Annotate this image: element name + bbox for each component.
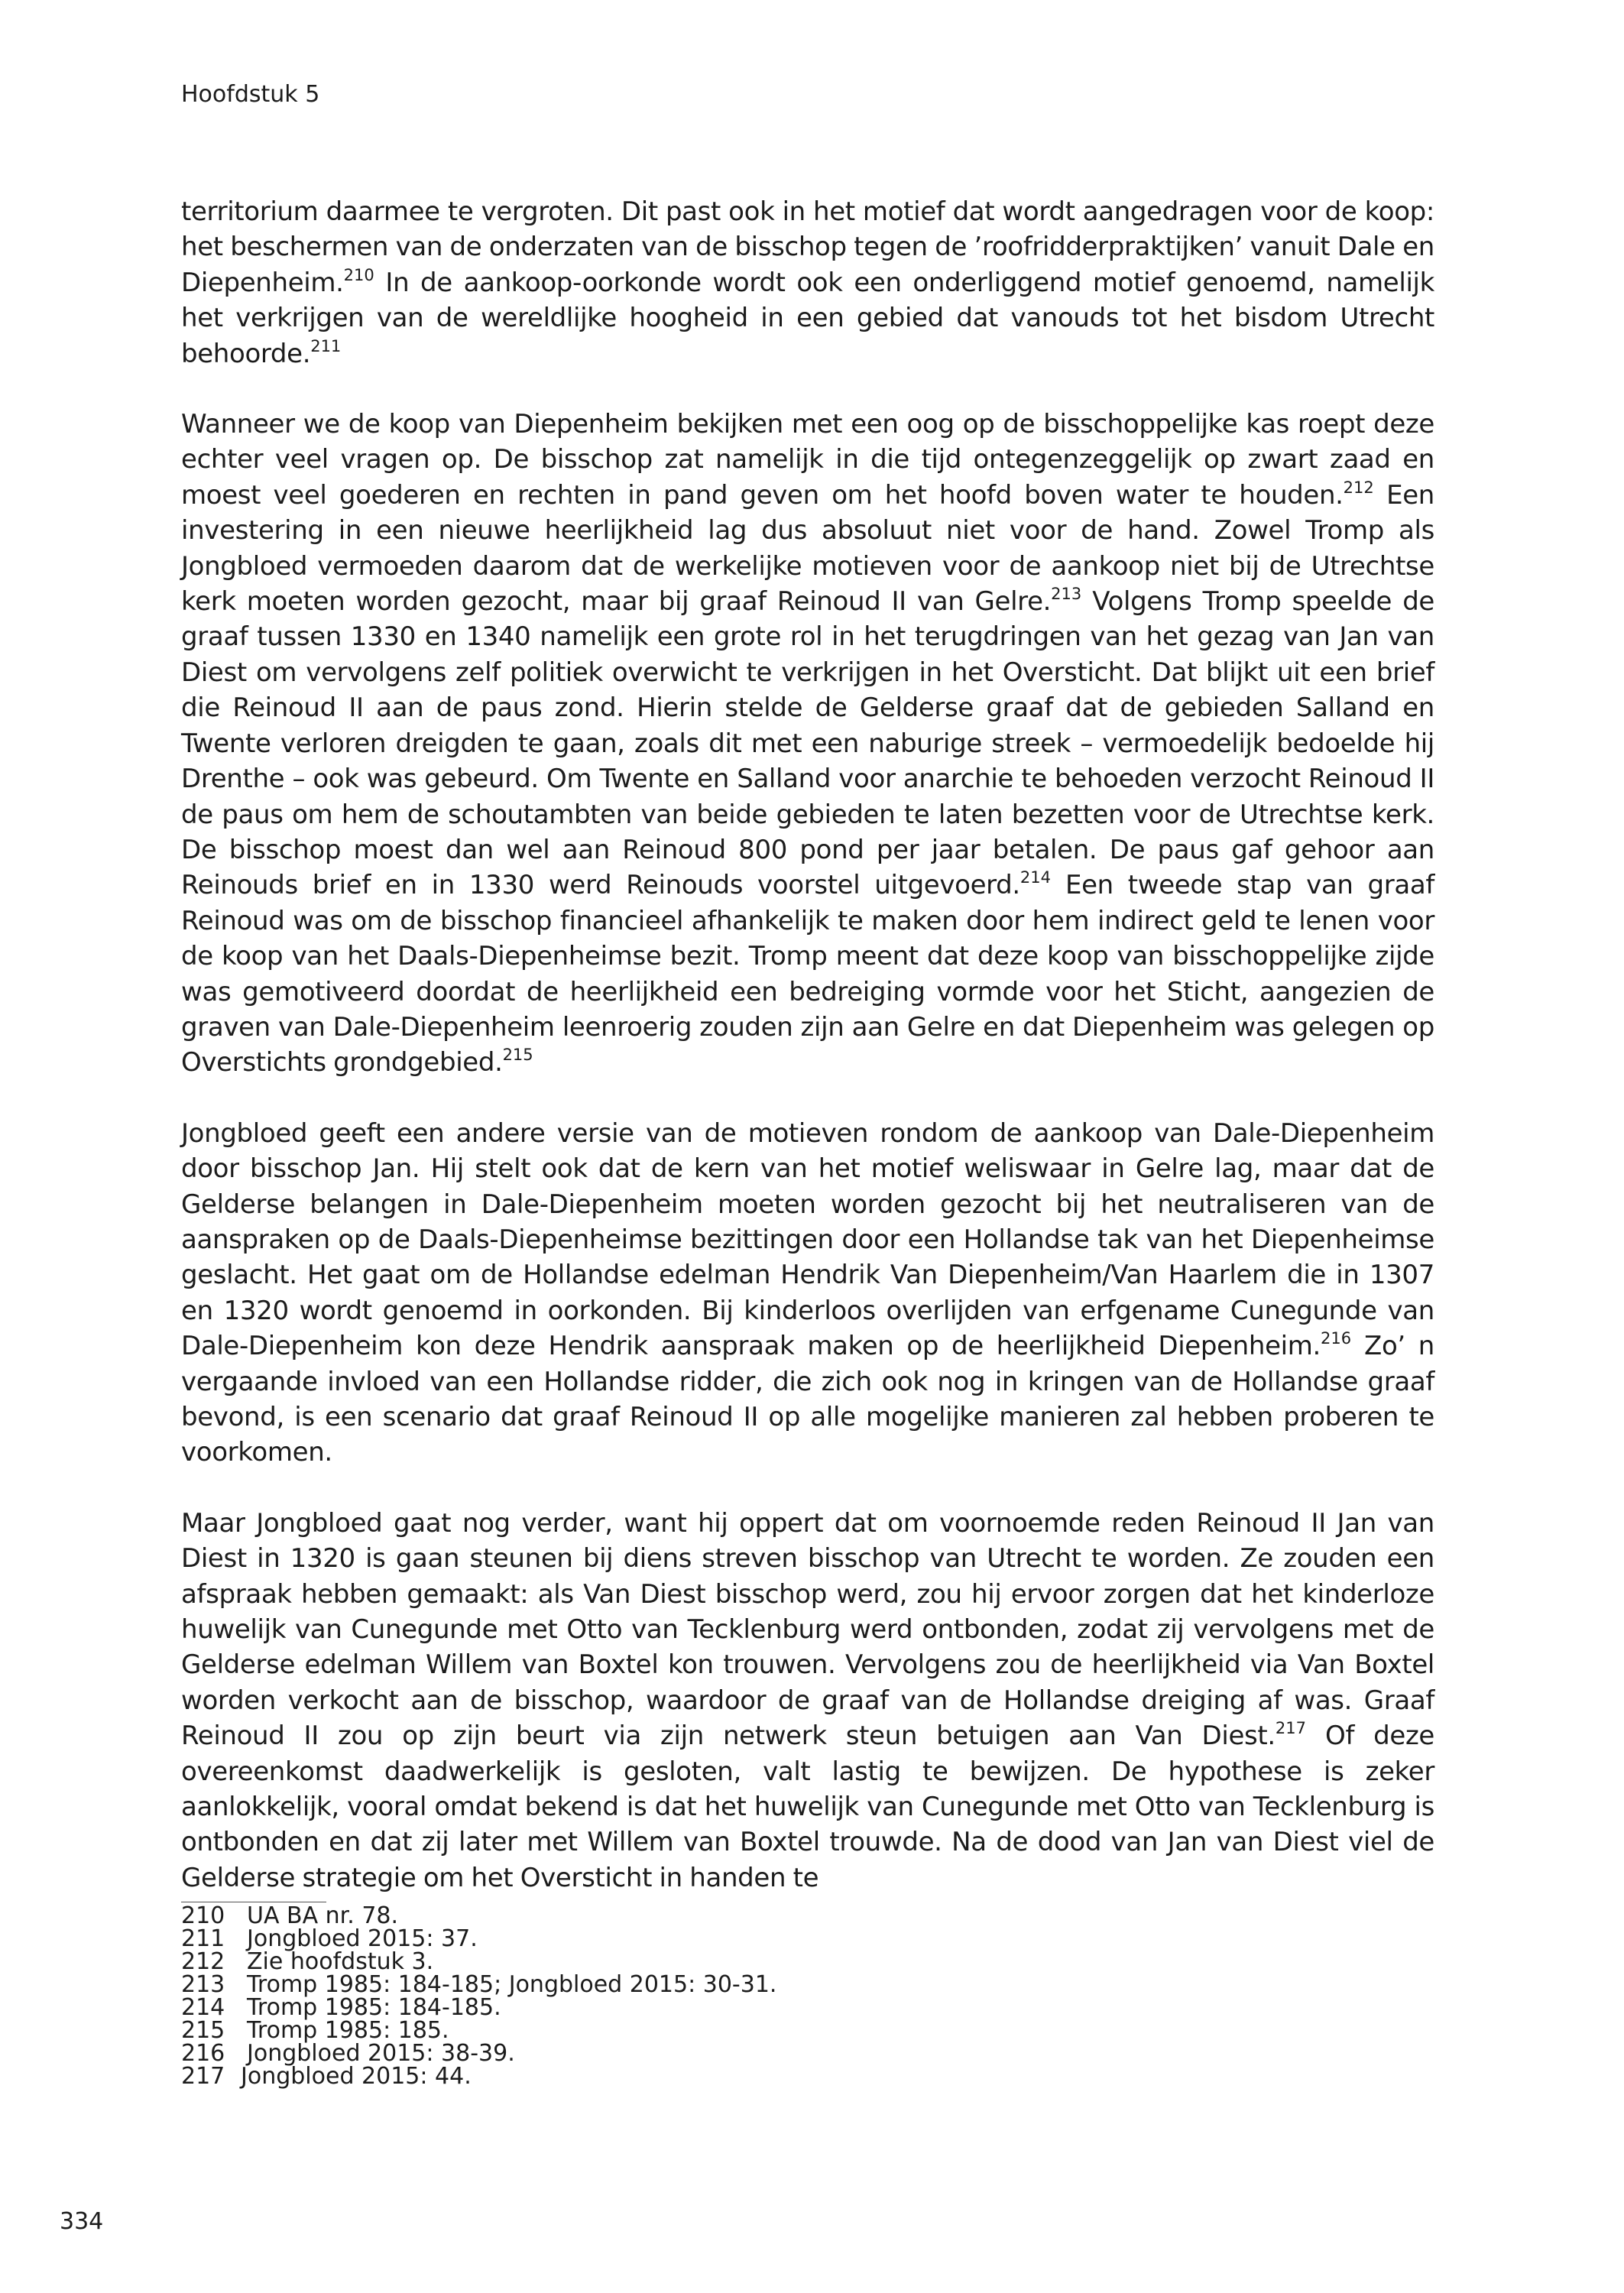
page-number: 334 xyxy=(60,2208,104,2235)
paragraph xyxy=(181,1116,1434,1471)
footnote-number: 216 xyxy=(181,2040,225,2067)
footnote-text: Zie hoofdstuk 3. xyxy=(247,1948,434,1975)
footnote-text: Tromp 1985: 184-185; Jongbloed 2015: 30-31. xyxy=(247,1971,777,1998)
footnote-text: Jongbloed 2015: 44. xyxy=(241,2063,472,2090)
text-run: Jongbloed geeft een andere versie van de motieven rondom de aankoop van Dale-Diepenheim door bisschop Jan. Hij stelt ook dat de kern van het motief weliswaar in Gelre lag, maar dat de Gelderse belangen in Dale-Diepenheim moeten worden gezocht bij het neutraliseren van de aanspraken op de Daals-Diepenheimse bezittingen door een Hollandse tak van het Diepenheimse geslacht. Het gaat om de Hollandse edelman Hendrik Van Diepenheim/Van Haarlem die in 1307 en 1320 wordt genoemd in oorkonden. Bij kinderloos overlijden van erfgename Cunegunde van Dale-Diepenheim kon deze Hendrik aanspraak maken op de heerlijkheid Diepenheim. xyxy=(181,1117,1434,1362)
footnote xyxy=(181,1971,1251,1998)
text-run: Wanneer we de koop van Diepenheim bekijken met een oog op de bisschoppelijke kas roept deze echter veel vragen op. De bisschop zat namelijk in die tijd ontegenzeggelijk op zwart zaad en moest veel goederen en rechten in pand geven om het hoofd boven water te houden. xyxy=(181,409,1434,511)
body-text xyxy=(181,194,1434,1896)
text-run: Volgens Tromp speelde de graaf tussen 1330 en 1340 namelijk een grote rol in het terugdringen van het gezag van Jan van Diest om vervolgens zelf politiek overwicht te verkrijgen in het Oversticht. Dat blijkt uit een brief die Reinoud II aan de paus zond. Hierin stelde de Gelderse graaf dat de gebieden Salland en Twente verloren dreigden te gaan, zoals dit met een naburige streek – vermoedelijk bedoelde hij Drenthe – ook was gebeurd. Om Twente en Salland voor anarchie te behoeden verzocht Reinoud II de paus om hem de schoutambten van beide gebieden te laten bezetten voor de Utrechtse kerk. De bisschop moest dan wel aan Reinoud 800 pond per jaar betalen. De paus gaf gehoor aan Reinouds brief en in 1330 werd Reinouds voorstel uitgevoerd. xyxy=(181,586,1434,901)
footnote xyxy=(181,1902,1251,1929)
footnote-reference[interactable]: 216 xyxy=(1320,1329,1352,1348)
footnote-reference[interactable]: 217 xyxy=(1275,1719,1306,1738)
text-run: Of deze overeenkomst daadwerkelijk is gesloten, valt lastig te bewijzen. De hypothese is zeker aanlokkelijk, vooral omdat bekend is dat het huwelijk van Cunegunde met Otto van Tecklenburg is ontbonden en dat zij later met Willem van Boxtel trouwde. Na de dood van Jan van Diest viel de Gelderse strategie om het Oversticht in handen te xyxy=(181,1721,1435,1893)
footnote xyxy=(181,2065,1251,2088)
footnote-text: Tromp 1985: 185. xyxy=(247,2017,449,2044)
footnote-text: Jongbloed 2015: 37. xyxy=(247,1925,478,1952)
footnote-number: 215 xyxy=(181,2017,225,2044)
paragraph xyxy=(181,1506,1434,1896)
text-run: Een investering in een nieuwe heerlijkheid lag dus absoluut niet voor de hand. Zowel Tromp als Jongbloed vermoeden daarom dat de werkelijke motieven voor de aankoop niet bij de Utrechtse kerk moeten worden gezocht, maar bij graaf Reinoud II van Gelre. xyxy=(181,479,1435,618)
text-run: Zo’ n vergaande invloed van een Hollandse ridder, die zich ook nog in kringen van de Hollandse graaf bevond, is een scenario dat graaf Reinoud II op alle mogelijke manieren zal hebben proberen te voorkomen. xyxy=(181,1331,1434,1468)
text-run: Een tweede stap van graaf Reinoud was om de bisschop financieel afhankelijk te maken door hem indirect geld te lenen voor de koop van het Daals-Diepenheimse bezit. Tromp meent dat deze koop van bisschoppelijke zijde was gemotiveerd doordat de heerlijkheid een bedreiging vormde voor het Sticht, aangezien de graven van Dale-Diepenheim leenroerig zouden zijn aan Gelre en dat Diepenheim was gelegen op Overstichts grondgebied. xyxy=(181,870,1435,1078)
footnote-reference[interactable]: 214 xyxy=(1019,868,1051,887)
footnote-reference[interactable]: 215 xyxy=(502,1046,533,1065)
footnote-number: 217 xyxy=(181,2063,225,2090)
footnote-text: UA BA nr. 78. xyxy=(247,1902,399,1929)
paragraph xyxy=(181,194,1434,371)
footnote xyxy=(181,1925,1251,1952)
footnote xyxy=(181,1948,1251,1975)
footnote xyxy=(181,2019,1251,2042)
footnote-number: 212 xyxy=(181,1948,225,1975)
footnote xyxy=(181,1996,1251,2019)
footnote-number: 210 xyxy=(181,1902,225,1929)
footnote-reference[interactable]: 213 xyxy=(1051,585,1082,604)
footnote-number: 211 xyxy=(181,1925,225,1952)
paragraph xyxy=(181,407,1434,1081)
text-run: territorium daarmee te vergroten. Dit past ook in het motief dat wordt aangedragen voor de koop: het beschermen van de onderzaten van de bisschop tegen de ’roofridderpraktijken’ vanuit Dale en Diepenheim. xyxy=(181,196,1434,298)
footnote-reference[interactable]: 212 xyxy=(1343,478,1374,497)
footnote-text: Tromp 1985: 184-185. xyxy=(247,1994,501,2021)
footnote-text: Jongbloed 2015: 38-39. xyxy=(247,2040,515,2067)
footnote-number: 214 xyxy=(181,1994,225,2021)
footnote xyxy=(181,2042,1251,2065)
footnote-reference[interactable]: 210 xyxy=(343,265,374,284)
footnote-reference[interactable]: 211 xyxy=(310,336,342,355)
running-head: Hoofdstuk 5 xyxy=(181,81,320,108)
footnotes xyxy=(181,1902,1251,2090)
text-run: In de aankoop-oorkonde wordt ook een onderliggend motief genoemd, namelijk het verkrijgen van de wereldlijke hoogheid in een gebied dat vanouds tot het bisdom Utrecht behoorde. xyxy=(181,267,1434,369)
text-run: Maar Jongbloed gaat nog verder, want hij oppert dat om voornoemde reden Reinoud II Jan van Diest in 1320 is gaan steunen bij diens streven bisschop van Utrecht te worden. Ze zouden een afspraak hebben gemaakt: als Van Diest bisschop werd, zou hij ervoor zorgen dat het kinderloze huwelijk van Cunegunde met Otto van Tecklenburg werd ontbonden, zodat zij vervolgens met de Gelderse edelman Willem van Boxtel kon trouwen. Vervolgens zou de heerlijkheid via Van Boxtel worden verkocht aan de bisschop, waardoor de graaf van de Hollandse dreiging af was. Graaf Reinoud II zou op zijn beurt via zijn netwerk steun betuigen aan Van Diest. xyxy=(181,1507,1434,1752)
footnote-number: 213 xyxy=(181,1971,225,1998)
